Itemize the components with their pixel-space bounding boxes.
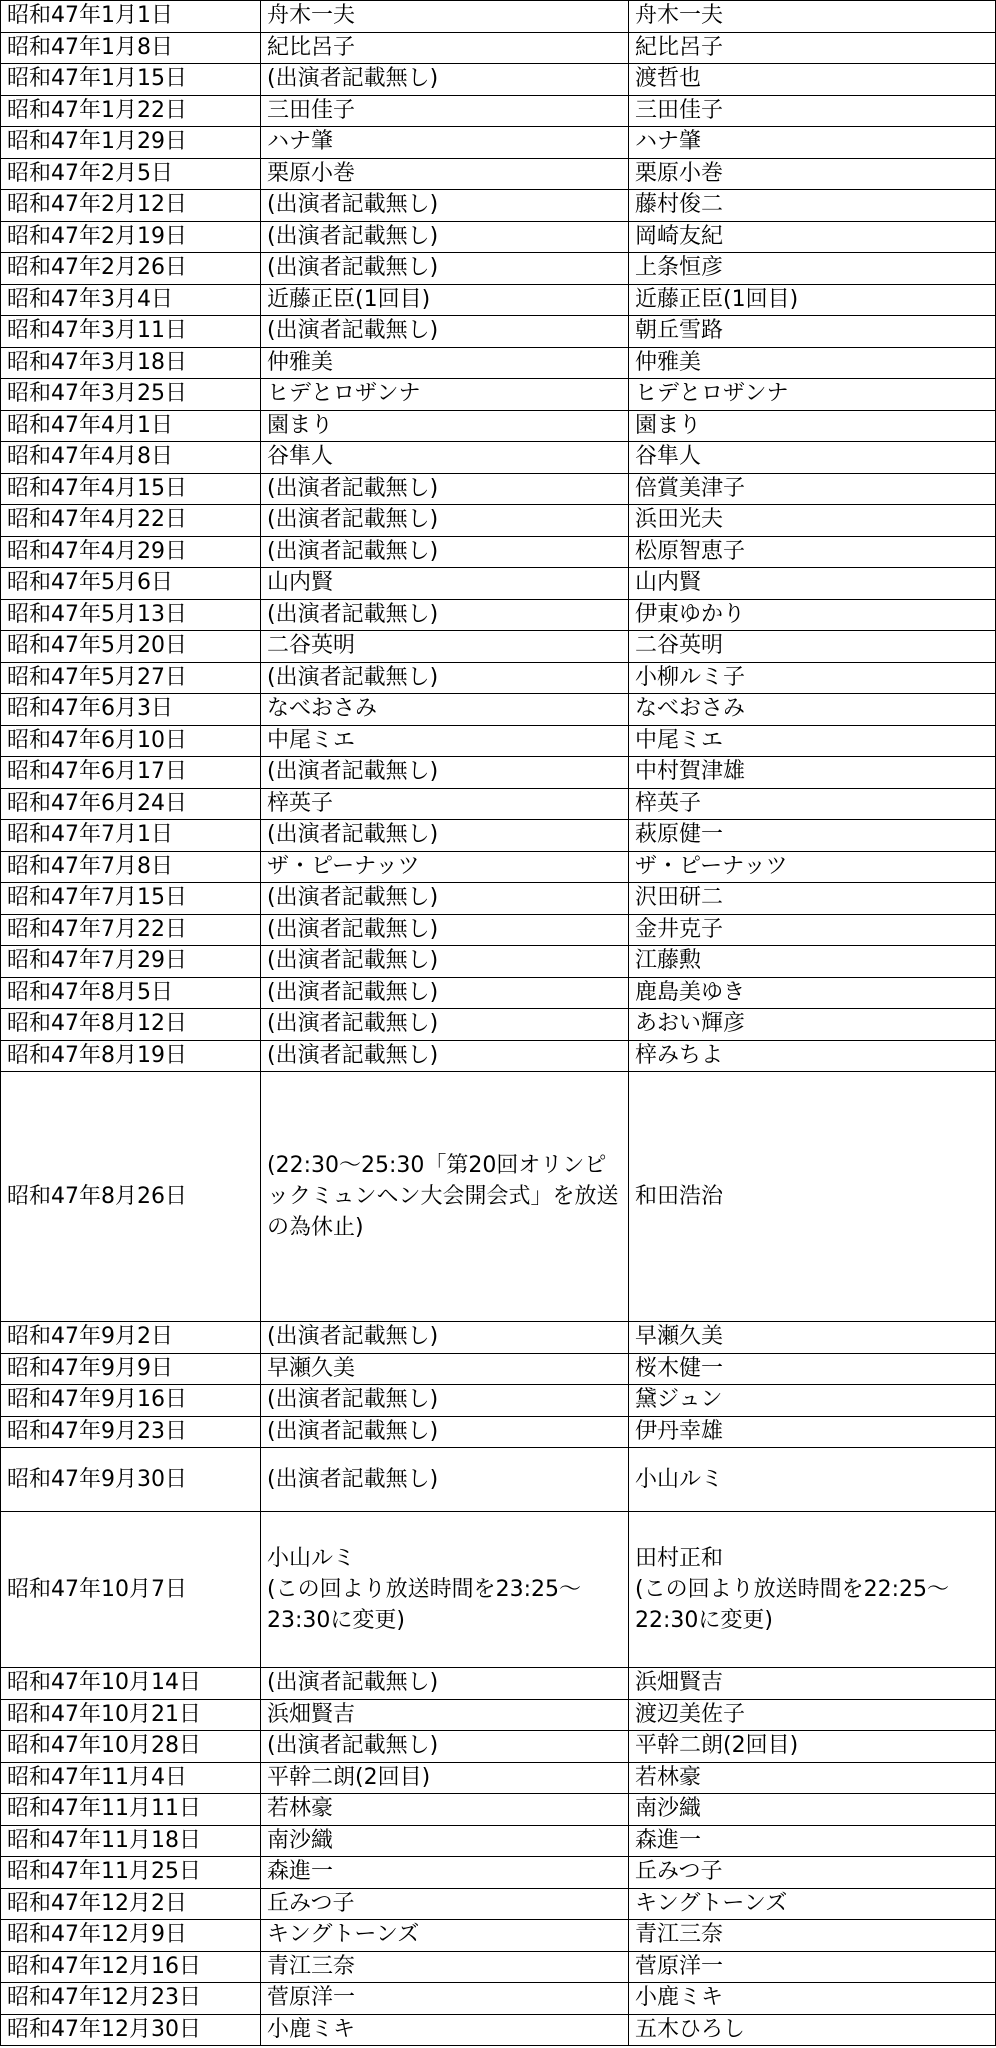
date-cell: 昭和47年3月25日 — [1, 379, 261, 411]
performer-cell-right: キングトーンズ — [629, 1888, 996, 1920]
date-cell: 昭和47年8月5日 — [1, 977, 261, 1009]
table-row — [1, 568, 996, 600]
performer-cell-left: キングトーンズ — [261, 1920, 629, 1952]
performer-cell-left: 平幹二朗(2回目) — [261, 1762, 629, 1794]
table-row — [1, 1983, 996, 2015]
performer-cell-left: (出演者記載無し) — [261, 914, 629, 946]
date-cell: 昭和47年6月10日 — [1, 725, 261, 757]
performer-cell-right: 倍賞美津子 — [629, 473, 996, 505]
performer-cell-right: 和田浩治 — [629, 1072, 996, 1322]
performer-cell-left: 丘みつ子 — [261, 1888, 629, 1920]
performer-cell-left: 仲雅美 — [261, 347, 629, 379]
table-row — [1, 1731, 996, 1763]
table-row — [1, 788, 996, 820]
table-row — [1, 253, 996, 285]
date-cell: 昭和47年4月1日 — [1, 410, 261, 442]
performer-cell-left: 小鹿ミキ — [261, 2014, 629, 2046]
performer-cell-left: (出演者記載無し) — [261, 253, 629, 285]
performer-cell-right: 菅原洋一 — [629, 1951, 996, 1983]
date-cell: 昭和47年12月2日 — [1, 1888, 261, 1920]
date-cell: 昭和47年7月1日 — [1, 820, 261, 852]
table-row — [1, 1762, 996, 1794]
table-row — [1, 599, 996, 631]
performer-cell-right: ザ・ピーナッツ — [629, 851, 996, 883]
performer-cell-left: 谷隼人 — [261, 442, 629, 474]
date-cell: 昭和47年4月29日 — [1, 536, 261, 568]
performer-cell-left: 浜畑賢吉 — [261, 1699, 629, 1731]
performer-cell-right: 沢田研二 — [629, 883, 996, 915]
performer-cell-left: ヒデとロザンナ — [261, 379, 629, 411]
performer-cell-right: 浜畑賢吉 — [629, 1668, 996, 1700]
performer-cell-left: 栗原小巻 — [261, 158, 629, 190]
performer-cell-left: ザ・ピーナッツ — [261, 851, 629, 883]
date-cell: 昭和47年10月14日 — [1, 1668, 261, 1700]
performer-cell-right: 伊丹幸雄 — [629, 1416, 996, 1448]
table-row — [1, 379, 996, 411]
performer-cell-left: 梓英子 — [261, 788, 629, 820]
table-row — [1, 1699, 996, 1731]
date-cell: 昭和47年12月9日 — [1, 1920, 261, 1952]
date-cell: 昭和47年1月29日 — [1, 127, 261, 159]
date-cell: 昭和47年8月26日 — [1, 1072, 261, 1322]
performer-cell-right: 近藤正臣(1回目) — [629, 284, 996, 316]
performer-cell-left: (出演者記載無し) — [261, 946, 629, 978]
performer-cell-left: (出演者記載無し) — [261, 1448, 629, 1512]
performer-cell-right: 南沙織 — [629, 1794, 996, 1826]
table-row — [1, 1385, 996, 1417]
table-row — [1, 95, 996, 127]
cell-text: (22:30～25:30「第20回オリンピックミュンヘン大会開会式」を放送の為休止) — [267, 1153, 619, 1240]
table-row — [1, 1009, 996, 1041]
date-cell: 昭和47年6月3日 — [1, 694, 261, 726]
table-row — [1, 1512, 996, 1668]
date-cell: 昭和47年5月13日 — [1, 599, 261, 631]
date-cell: 昭和47年11月11日 — [1, 1794, 261, 1826]
performer-cell-right: 中村賀津雄 — [629, 757, 996, 789]
date-cell: 昭和47年12月30日 — [1, 2014, 261, 2046]
performer-cell-left: 菅原洋一 — [261, 1983, 629, 2015]
date-cell: 昭和47年8月12日 — [1, 1009, 261, 1041]
performer-cell-right: なべおさみ — [629, 694, 996, 726]
table-row — [1, 883, 996, 915]
table-row — [1, 631, 996, 663]
date-cell: 昭和47年7月15日 — [1, 883, 261, 915]
table-row — [1, 914, 996, 946]
date-cell: 昭和47年7月22日 — [1, 914, 261, 946]
performer-cell-right: 平幹二朗(2回目) — [629, 1731, 996, 1763]
performer-cell-left — [261, 1512, 629, 1668]
performer-cell-right: 仲雅美 — [629, 347, 996, 379]
date-cell: 昭和47年3月11日 — [1, 316, 261, 348]
performer-cell-left: 山内賢 — [261, 568, 629, 600]
performer-cell-left: 中尾ミエ — [261, 725, 629, 757]
performer-cell-right: 山内賢 — [629, 568, 996, 600]
table-row — [1, 1322, 996, 1354]
table-row — [1, 1040, 996, 1072]
date-cell: 昭和47年9月23日 — [1, 1416, 261, 1448]
performer-cell-right: 梓英子 — [629, 788, 996, 820]
performer-cell-left: (出演者記載無し) — [261, 1322, 629, 1354]
table-row — [1, 2014, 996, 2046]
cell-note: (この回より放送時間を23:25～23:30に変更) — [267, 1577, 581, 1633]
date-cell: 昭和47年9月9日 — [1, 1353, 261, 1385]
performer-cell-right: 鹿島美ゆき — [629, 977, 996, 1009]
table-row — [1, 662, 996, 694]
table-row — [1, 977, 996, 1009]
performer-cell-right: 早瀬久美 — [629, 1322, 996, 1354]
performer-cell-right: 江藤勲 — [629, 946, 996, 978]
performer-cell-left: 三田佳子 — [261, 95, 629, 127]
date-cell: 昭和47年7月8日 — [1, 851, 261, 883]
performer-cell-right: 森進一 — [629, 1825, 996, 1857]
performer-cell-left: (出演者記載無し) — [261, 977, 629, 1009]
table-row — [1, 32, 996, 64]
performer-cell-right: 上条恒彦 — [629, 253, 996, 285]
date-cell: 昭和47年8月19日 — [1, 1040, 261, 1072]
date-cell: 昭和47年10月7日 — [1, 1512, 261, 1668]
date-cell: 昭和47年7月29日 — [1, 946, 261, 978]
performer-cell-right: 小山ルミ — [629, 1448, 996, 1512]
date-cell: 昭和47年11月25日 — [1, 1857, 261, 1889]
table-row — [1, 1888, 996, 1920]
performer-cell-left: (出演者記載無し) — [261, 316, 629, 348]
performer-cell-right: 丘みつ子 — [629, 1857, 996, 1889]
performer-cell-left: (出演者記載無し) — [261, 190, 629, 222]
performer-cell-right: ハナ肇 — [629, 127, 996, 159]
performer-cell-left: 森進一 — [261, 1857, 629, 1889]
date-cell: 昭和47年1月1日 — [1, 1, 261, 33]
date-cell: 昭和47年9月2日 — [1, 1322, 261, 1354]
performer-cell-left: 早瀬久美 — [261, 1353, 629, 1385]
table-row — [1, 946, 996, 978]
date-cell: 昭和47年10月28日 — [1, 1731, 261, 1763]
performer-cell-left: なべおさみ — [261, 694, 629, 726]
performer-cell-right: 舟木一夫 — [629, 1, 996, 33]
performer-cell-left: (出演者記載無し) — [261, 221, 629, 253]
performer-cell-right: 浜田光夫 — [629, 505, 996, 537]
performer-cell-left: (出演者記載無し) — [261, 599, 629, 631]
table-row — [1, 505, 996, 537]
table-row — [1, 1951, 996, 1983]
date-cell: 昭和47年5月27日 — [1, 662, 261, 694]
performer-cell-left: (出演者記載無し) — [261, 64, 629, 96]
performer-cell-left: (出演者記載無し) — [261, 1731, 629, 1763]
date-cell: 昭和47年3月4日 — [1, 284, 261, 316]
date-cell: 昭和47年9月16日 — [1, 1385, 261, 1417]
performer-cell-left: 近藤正臣(1回目) — [261, 284, 629, 316]
performer-cell-left: (出演者記載無し) — [261, 662, 629, 694]
performer-cell-right: 黛ジュン — [629, 1385, 996, 1417]
performer-cell-right: 三田佳子 — [629, 95, 996, 127]
performer-cell-left: 園まり — [261, 410, 629, 442]
performer-cell-right: 谷隼人 — [629, 442, 996, 474]
date-cell: 昭和47年12月23日 — [1, 1983, 261, 2015]
performer-cell-right: 松原智恵子 — [629, 536, 996, 568]
performer-cell-right: 栗原小巻 — [629, 158, 996, 190]
performer-cell-left: 二谷英明 — [261, 631, 629, 663]
table-row — [1, 284, 996, 316]
performer-cell-right: ヒデとロザンナ — [629, 379, 996, 411]
date-cell: 昭和47年5月6日 — [1, 568, 261, 600]
table-row — [1, 536, 996, 568]
performer-cell-right: 萩原健一 — [629, 820, 996, 852]
table-row — [1, 1794, 996, 1826]
table-row — [1, 64, 996, 96]
cell-text: 小山ルミ — [267, 1546, 356, 1571]
performer-cell-right: 渡辺美佐子 — [629, 1699, 996, 1731]
performer-cell-left: (出演者記載無し) — [261, 1040, 629, 1072]
date-cell: 昭和47年1月8日 — [1, 32, 261, 64]
performer-cell-right — [629, 1512, 996, 1668]
date-cell: 昭和47年10月21日 — [1, 1699, 261, 1731]
table-row — [1, 1920, 996, 1952]
performer-cell-left: (出演者記載無し) — [261, 1416, 629, 1448]
table-row — [1, 1448, 996, 1512]
performer-cell-right: 朝丘雪路 — [629, 316, 996, 348]
performer-cell-right: 桜木健一 — [629, 1353, 996, 1385]
performer-cell-left: ハナ肇 — [261, 127, 629, 159]
date-cell: 昭和47年1月15日 — [1, 64, 261, 96]
performer-cell-right: あおい輝彦 — [629, 1009, 996, 1041]
performer-cell-left: (出演者記載無し) — [261, 1668, 629, 1700]
table-row — [1, 1857, 996, 1889]
performer-cell-left: (出演者記載無し) — [261, 757, 629, 789]
table-row — [1, 1353, 996, 1385]
table-row — [1, 1416, 996, 1448]
performer-cell-right: 小鹿ミキ — [629, 1983, 996, 2015]
table-row — [1, 757, 996, 789]
performer-cell-right: 若林豪 — [629, 1762, 996, 1794]
table-row — [1, 851, 996, 883]
table-row — [1, 1072, 996, 1322]
date-cell: 昭和47年12月16日 — [1, 1951, 261, 1983]
table-row — [1, 1668, 996, 1700]
performer-cell-left: (出演者記載無し) — [261, 473, 629, 505]
table-row — [1, 190, 996, 222]
table-row — [1, 442, 996, 474]
performer-cell-right: 五木ひろし — [629, 2014, 996, 2046]
cell-text: 田村正和 — [635, 1546, 724, 1571]
performer-cell-left: 若林豪 — [261, 1794, 629, 1826]
date-cell: 昭和47年1月22日 — [1, 95, 261, 127]
table-row — [1, 820, 996, 852]
table-row — [1, 158, 996, 190]
date-cell: 昭和47年4月15日 — [1, 473, 261, 505]
date-cell: 昭和47年11月18日 — [1, 1825, 261, 1857]
table-row — [1, 725, 996, 757]
performer-cell-left: 青江三奈 — [261, 1951, 629, 1983]
performer-cell-right: 園まり — [629, 410, 996, 442]
performer-cell-left: (出演者記載無し) — [261, 536, 629, 568]
performer-cell-right: 紀比呂子 — [629, 32, 996, 64]
performer-cell-left: 南沙織 — [261, 1825, 629, 1857]
date-cell: 昭和47年2月26日 — [1, 253, 261, 285]
performer-cell-right: 中尾ミエ — [629, 725, 996, 757]
performer-cell-right: 梓みちよ — [629, 1040, 996, 1072]
table-row — [1, 694, 996, 726]
table-row — [1, 316, 996, 348]
date-cell: 昭和47年5月20日 — [1, 631, 261, 663]
table-row — [1, 410, 996, 442]
performer-cell-right: 伊東ゆかり — [629, 599, 996, 631]
date-cell: 昭和47年2月5日 — [1, 158, 261, 190]
date-cell: 昭和47年6月17日 — [1, 757, 261, 789]
date-cell: 昭和47年2月19日 — [1, 221, 261, 253]
table-row — [1, 1, 996, 33]
performer-cell-right: 藤村俊二 — [629, 190, 996, 222]
performer-cell-right: 二谷英明 — [629, 631, 996, 663]
table-row — [1, 347, 996, 379]
table-row — [1, 1825, 996, 1857]
performer-cell-left: (出演者記載無し) — [261, 883, 629, 915]
table-row — [1, 221, 996, 253]
performer-cell-left: (出演者記載無し) — [261, 505, 629, 537]
performer-cell-right: 金井克子 — [629, 914, 996, 946]
performer-cell-left — [261, 1072, 629, 1322]
performer-cell-right: 岡崎友紀 — [629, 221, 996, 253]
performer-cell-left: (出演者記載無し) — [261, 1009, 629, 1041]
date-cell: 昭和47年2月12日 — [1, 190, 261, 222]
date-cell: 昭和47年9月30日 — [1, 1448, 261, 1512]
performer-cell-left: (出演者記載無し) — [261, 1385, 629, 1417]
date-cell: 昭和47年3月18日 — [1, 347, 261, 379]
date-cell: 昭和47年6月24日 — [1, 788, 261, 820]
schedule-table-body — [1, 1, 996, 2046]
date-cell: 昭和47年4月22日 — [1, 505, 261, 537]
performer-cell-right: 青江三奈 — [629, 1920, 996, 1952]
performer-cell-left: 紀比呂子 — [261, 32, 629, 64]
table-row — [1, 473, 996, 505]
cell-note: (この回より放送時間を22:25～22:30に変更) — [635, 1577, 949, 1633]
performer-cell-right: 小柳ルミ子 — [629, 662, 996, 694]
performer-cell-right: 渡哲也 — [629, 64, 996, 96]
performer-cell-left: (出演者記載無し) — [261, 820, 629, 852]
date-cell: 昭和47年11月4日 — [1, 1762, 261, 1794]
table-row — [1, 127, 996, 159]
date-cell: 昭和47年4月8日 — [1, 442, 261, 474]
performer-cell-left: 舟木一夫 — [261, 1, 629, 33]
